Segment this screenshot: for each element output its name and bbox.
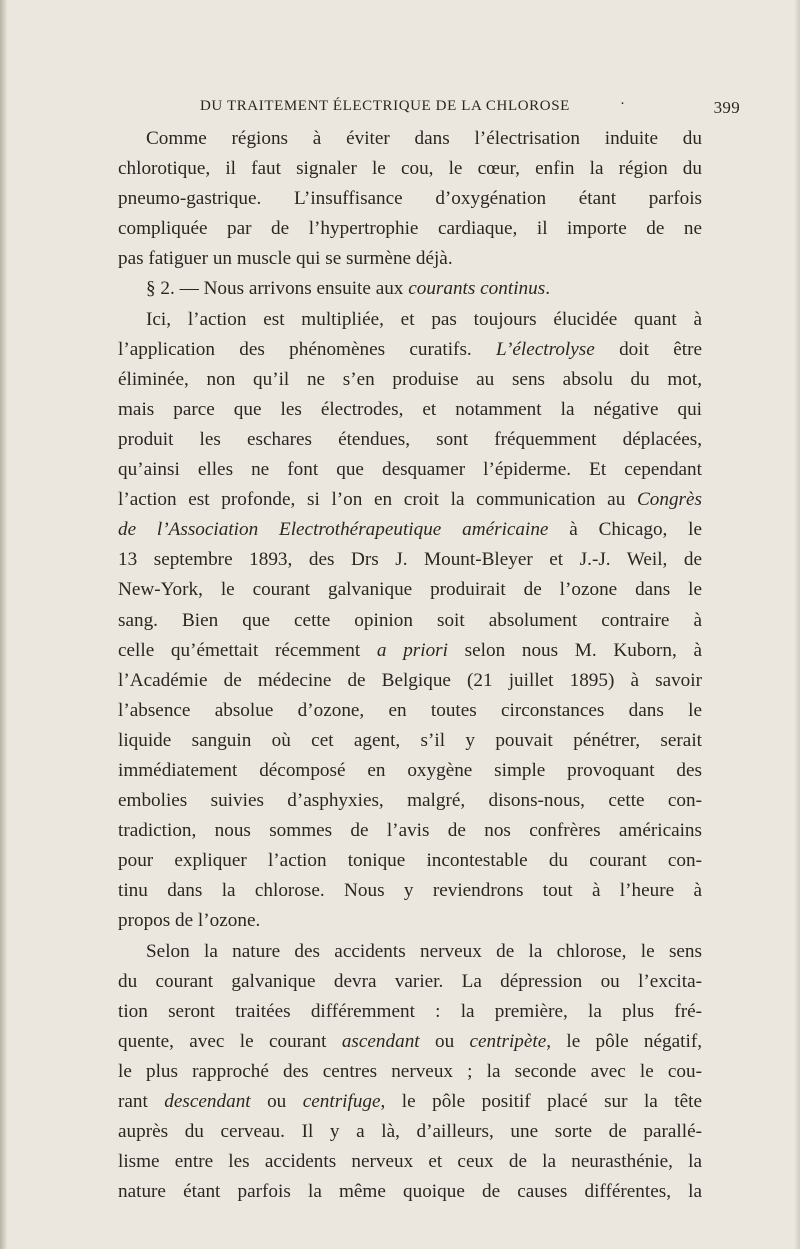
- text-run: compliquée par de l’hypertrophie cardiaque, il importe de ne: [118, 218, 702, 240]
- italic-phrase: de l’Association Electrothérapeutique américaine: [118, 519, 549, 541]
- text-run: celle qu’émettait récemment: [118, 639, 377, 661]
- text-line: [118, 124, 702, 154]
- text-line: [118, 636, 702, 666]
- text-line: [118, 515, 702, 545]
- text-run: auprès du cerveau. Il y a là, d’ailleurs, une sorte de parallé-: [118, 1121, 702, 1143]
- text-run: .: [545, 278, 550, 300]
- text-run: selon nous M. Kuborn, à: [447, 639, 702, 661]
- text-run: du courant galvanique devra varier. La dépression ou l’excita-: [118, 970, 702, 992]
- text-line: [118, 606, 702, 636]
- text-line: [118, 184, 702, 214]
- text-line: [118, 545, 702, 575]
- italic-phrase: centrifuge: [302, 1091, 381, 1112]
- text-line: [118, 696, 702, 726]
- text-line: [118, 1087, 702, 1117]
- italic-phrase: centripète: [469, 1030, 547, 1052]
- text-line: [118, 335, 702, 365]
- text-run: tion seront traitées différemment : la première, la plus fré-: [118, 1000, 702, 1022]
- text-run: pas fatiguer un muscle qui se surmène déjà.: [118, 248, 453, 270]
- italic-phrase: ascendant: [341, 1030, 420, 1052]
- text-run: produit les eschares étendues, sont fréquemment déplacées,: [118, 428, 702, 450]
- text-line: [118, 1117, 702, 1147]
- page-edge-right: [794, 0, 800, 1249]
- text-line: [118, 1177, 702, 1207]
- text-line: [118, 455, 702, 485]
- text-run: propos de l’ozone.: [118, 910, 261, 932]
- text-line: [118, 967, 702, 997]
- text-run: pneumo-gastrique. L’insuffisance d’oxygénation étant parfois: [118, 188, 702, 210]
- text-line: [118, 786, 702, 816]
- text-line: [118, 575, 702, 605]
- text-run: chlorotique, il faut signaler le cou, le cœur, enfin la région du: [118, 158, 702, 180]
- text-line: [118, 395, 702, 425]
- text-run: , le pôle négatif,: [546, 1030, 702, 1052]
- text-run: l’absence absolue d’ozone, en toutes circonstances dans le: [118, 699, 702, 721]
- text-run: § 2. — Nous arrivons ensuite aux: [146, 278, 409, 300]
- text-line: [118, 425, 702, 455]
- text-run: l’application des phénomènes curatifs.: [118, 338, 497, 360]
- text-line: [118, 244, 702, 274]
- text-run: lisme entre les accidents nerveux et ceux de la neurasthénie, la: [118, 1151, 702, 1173]
- text-run: à Chicago, le: [548, 519, 702, 541]
- text-run: rant: [118, 1091, 165, 1112]
- text-run: liquide sanguin où cet agent, s’il y pouvait pénétrer, serait: [118, 729, 702, 751]
- text-run: embolies suivies d’asphyxies, malgré, disons-nous, cette con-: [118, 790, 702, 812]
- text-line: [118, 1027, 702, 1057]
- italic-phrase: Congrès: [636, 489, 702, 511]
- text-run: Comme régions à éviter dans l’électrisation induite du: [146, 128, 702, 149]
- text-run: l’action est profonde, si l’on en croit la communication au: [118, 489, 637, 511]
- text-line: [118, 937, 702, 967]
- text-run: mais parce que les électrodes, et notamment la négative qui: [118, 398, 702, 420]
- text-line: [118, 485, 702, 515]
- text-run: nature étant parfois la même quoique de causes différentes, la: [118, 1181, 702, 1203]
- text-line: [118, 666, 702, 696]
- text-run: l’Académie de médecine de Belgique (21 juillet 1895) à savoir: [118, 669, 702, 691]
- page-edge-left: [0, 0, 7, 1249]
- body-text: [118, 124, 702, 1207]
- italic-phrase: courants continus: [408, 278, 546, 300]
- text-run: pour expliquer l’action tonique incontestable du courant con-: [118, 850, 702, 872]
- text-run: immédiatement décomposé en oxygène simple provoquant des: [118, 759, 702, 781]
- text-run: 13 septembre 1893, des Drs J. Mount-Bleyer et J.-J. Weil, de: [118, 549, 702, 571]
- italic-phrase: a priori: [376, 639, 448, 661]
- text-run: New-York, le courant galvanique produirait de l’ozone dans le: [118, 579, 702, 601]
- text-run: le plus rapproché des centres nerveux ; la seconde avec le cou-: [118, 1060, 702, 1082]
- text-line: [118, 846, 702, 876]
- text-run: quente, avec le courant: [118, 1030, 342, 1052]
- text-run: tradiction, nous sommes de l’avis de nos confrères américains: [118, 820, 702, 842]
- text-run: doit être: [594, 338, 702, 360]
- text-run: ou: [419, 1030, 470, 1052]
- text-run: ou: [250, 1091, 303, 1112]
- text-run: tinu dans la chlorose. Nous y reviendrons tout à l’heure à: [118, 880, 702, 902]
- text-run: , le pôle positif placé sur la tête: [380, 1091, 702, 1112]
- page-number: 399: [713, 98, 740, 117]
- text-line: [118, 305, 702, 335]
- italic-phrase: descendant: [164, 1091, 251, 1112]
- text-line: [118, 816, 702, 846]
- text-run: éliminée, non qu’il ne s’en produise au sens absolu du mot,: [118, 368, 702, 390]
- text-line: [118, 997, 702, 1027]
- text-line: [118, 214, 702, 244]
- text-run: sang. Bien que cette opinion soit absolument contraire à: [118, 609, 702, 631]
- running-title: DU TRAITEMENT ÉLECTRIQUE DE LA CHLOROSE: [200, 98, 570, 114]
- italic-phrase: L’électrolyse: [496, 338, 595, 360]
- text-run: qu’ainsi elles ne font que desquamer l’épiderme. Et cependant: [118, 459, 702, 481]
- text-line: [118, 154, 702, 184]
- header-separator: ·: [620, 96, 626, 112]
- text-line: [118, 906, 702, 936]
- text-run: Selon la nature des accidents nerveux de la chlorose, le sens: [146, 940, 702, 962]
- running-header: [200, 98, 740, 124]
- text-line: [118, 1057, 702, 1087]
- text-run: Ici, l’action est multipliée, et pas toujours élucidée quant à: [146, 308, 702, 330]
- text-line: [118, 876, 702, 906]
- text-line: [118, 756, 702, 786]
- text-line: [118, 274, 702, 304]
- text-line: [118, 726, 702, 756]
- text-line: [118, 365, 702, 395]
- text-line: [118, 1147, 702, 1177]
